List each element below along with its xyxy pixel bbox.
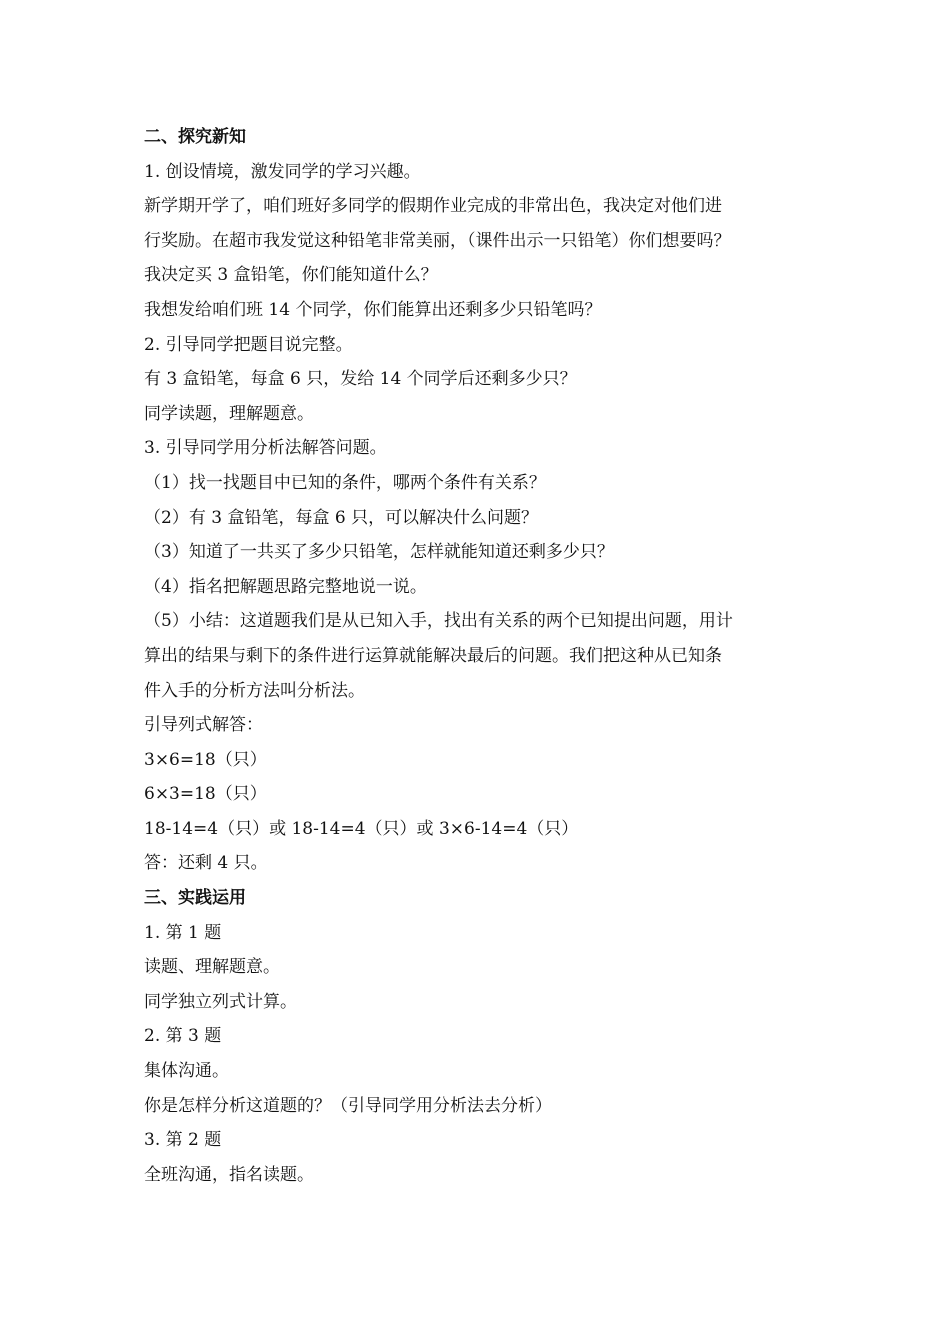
paragraph-guide-equation: 引导列式解答：	[144, 715, 263, 736]
task-3-heading: 3. 第 2 题	[144, 1130, 222, 1151]
question-4: （4）指名把解题思路完整地说一说。	[144, 576, 427, 597]
task-3-line-1: 全班沟通，指名读题。	[144, 1164, 314, 1185]
task-1-line-1: 读题、理解题意。	[144, 957, 280, 978]
task-1-line-2: 同学独立列式计算。	[144, 991, 297, 1012]
question-2: （2）有 3 盒铅笔，每盒 6 只，可以解决什么问题？	[144, 507, 539, 528]
paragraph-distribute: 我想发给咱们班 14 个同学，你们能算出还剩多少只铅笔吗？	[144, 299, 602, 320]
task-1-heading: 1. 第 1 题	[144, 922, 222, 943]
task-2-line-2: 你是怎样分析这道题的？（引导同学用分析法去分析）	[144, 1095, 552, 1116]
section-heading-practice: 三、实践运用	[144, 888, 246, 909]
equation-2: 6×3=18（只）	[144, 784, 267, 805]
equation-3: 18-14=4（只）或 18-14=4（只）或 3×6-14=4（只）	[144, 818, 579, 839]
paragraph-intro-line-2: 行奖励。在超市我发觉这种铅笔非常美丽，（课件出示一只铅笔）你们想要吗？	[144, 230, 731, 251]
task-2-heading: 2. 第 3 题	[144, 1026, 222, 1047]
equation-1: 3×6=18（只）	[144, 749, 267, 770]
document-page	[144, 120, 814, 1192]
answer: 答：还剩 4 只。	[144, 853, 268, 874]
summary-line-1: （5）小结：这道题我们是从已知入手，找出有关系的两个已知提出问题，用计	[144, 611, 733, 632]
section-heading-explore: 二、探究新知	[144, 127, 246, 147]
summary-line-3: 件入手的分析方法叫分析法。	[144, 680, 365, 701]
paragraph-problem: 有 3 盒铅笔，每盒 6 只，发给 14 个同学后还剩多少只？	[144, 369, 577, 390]
summary-line-2: 算出的结果与剩下的条件进行运算就能解决最后的问题。我们把这种从已知条	[144, 645, 722, 666]
step-1-heading: 1. 创设情境，激发同学的学习兴趣。	[144, 161, 421, 182]
step-2-heading: 2. 引导同学把题目说完整。	[144, 334, 353, 355]
question-3: （3）知道了一共买了多少只铅笔，怎样就能知道还剩多少只？	[144, 542, 614, 563]
task-2-line-1: 集体沟通。	[144, 1061, 229, 1082]
paragraph-read-problem: 同学读题，理解题意。	[144, 403, 314, 424]
paragraph-intro-line-1: 新学期开学了，咱们班好多同学的假期作业完成的非常出色，我决定对他们进	[144, 196, 722, 217]
paragraph-buy-pencils: 我决定买 3 盒铅笔，你们能知道什么？	[144, 265, 438, 286]
step-3-heading: 3. 引导同学用分析法解答问题。	[144, 438, 387, 459]
question-1: （1）找一找题目中已知的条件，哪两个条件有关系？	[144, 472, 546, 493]
